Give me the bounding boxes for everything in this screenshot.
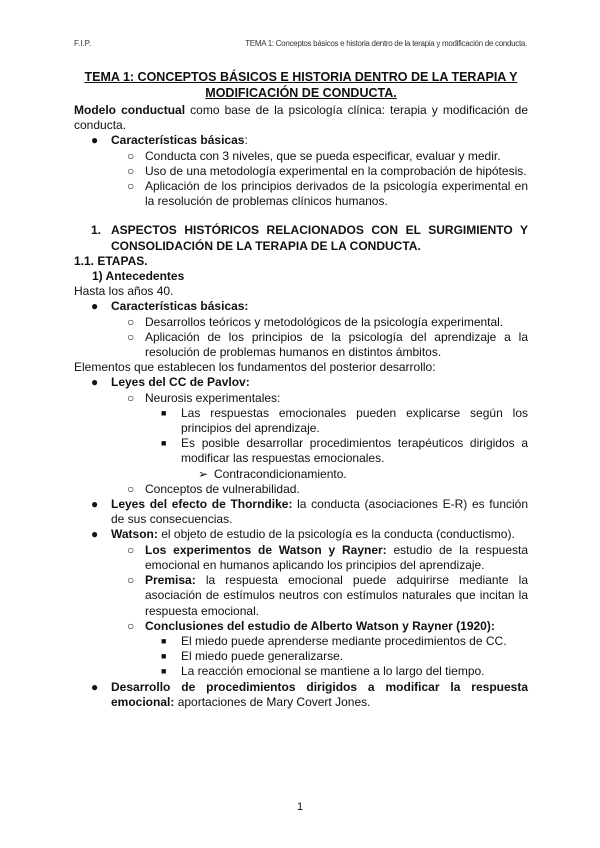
desarrollo-label: Desarrollo de procedimientos dirigidos a modificar la respuesta emocional: [111, 679, 528, 709]
page-title: TEMA 1: CONCEPTOS BÁSICOS E HISTORIA DENTRO DE LA TERAPIA Y MODIFICACIÓN DE CONDUCTA. [84, 70, 518, 100]
document-body [74, 70, 528, 710]
list-item [74, 543, 528, 573]
list-item [74, 649, 528, 664]
thorndike-label: Leyes del efecto de Thorndike: [111, 497, 293, 512]
bullet-icon: ● [91, 527, 99, 542]
circle-bullet-icon: ○ [127, 314, 135, 329]
bullet-icon: ● [91, 133, 99, 148]
circle-bullet-icon: ○ [127, 163, 135, 178]
list-item [74, 149, 528, 164]
list-item [74, 391, 528, 406]
list-item [74, 436, 528, 466]
list-item [74, 164, 528, 179]
antecedentes-period: Hasta los años 40. [74, 284, 174, 299]
list-item [74, 497, 528, 527]
list-item [74, 315, 528, 330]
list-item [74, 330, 528, 360]
circle-bullet-icon: ○ [127, 179, 135, 194]
intro-rest: como base de la psicología clínica: terapia y modificación de conducta. [74, 103, 528, 133]
circle-bullet-icon: ○ [127, 148, 135, 163]
list-item [74, 299, 528, 314]
list-item [74, 406, 528, 436]
pavlov-label: Leyes del CC de Pavlov: [111, 375, 250, 390]
list-item-text: Desarrollos teóricos y metodológicos de la psicología experimental. [145, 314, 504, 329]
intro-paragraph [74, 103, 528, 133]
circle-bullet-icon: ○ [127, 542, 135, 557]
bullet-icon: ● [91, 375, 99, 390]
bullet-icon: ● [91, 497, 99, 512]
list-item [74, 619, 528, 634]
list-item-text: la conducta (asociaciones E-R) es función de sus consecuencias. [111, 497, 529, 527]
list-item-text: la respuesta emocional puede adquirirse mediante la asociación de estímulos neutros con estímulos naturales que incitan la respuesta emocional. [145, 573, 528, 618]
arrow-bullet-icon: ➢ [198, 466, 209, 481]
list-item [74, 133, 528, 148]
premisa-label: Premisa: [145, 573, 196, 588]
caract2-label: Características básicas: [111, 299, 249, 314]
list-item-text: el objeto de estudio de la psicología es la conducta (conductismo). [157, 527, 515, 542]
list-item-text: Aplicación de los principios derivados de la psicología experimental en la resolución de problemas clínicos humanos. [145, 179, 528, 209]
list-item-text: estudio de la respuesta emocional en humanos aplicando los principios del aprendizaje. [145, 542, 528, 572]
list-item [74, 467, 528, 482]
elementos-paragraph: Elementos que establecen los fundamentos del posterior desarrollo: [74, 360, 436, 375]
square-bullet-icon: ■ [161, 651, 167, 662]
list-item [74, 375, 528, 390]
list-item-text: Es posible desarrollar procedimientos terapéuticos dirigidos a modificar las respuestas emocionales. [181, 436, 528, 466]
list-item-text: La reacción emocional se mantiene a lo largo del tiempo. [181, 664, 485, 679]
list-item-text: Neurosis experimentales: [145, 390, 281, 405]
list-item [74, 482, 528, 497]
square-bullet-icon: ■ [161, 635, 167, 646]
header-left: F.I.P. [74, 39, 92, 48]
list-item-text: Contracondicionamiento. [214, 466, 347, 481]
list-item-text: Conceptos de vulnerabilidad. [145, 481, 300, 496]
list-item [74, 179, 528, 209]
square-bullet-icon: ■ [161, 407, 167, 418]
list-item [74, 634, 528, 649]
section-heading [74, 223, 528, 253]
list-item-text: Uso de una metodología experimental en la comprobación de hipótesis. [145, 163, 527, 178]
circle-bullet-icon: ○ [127, 573, 135, 588]
bullet-icon: ● [91, 299, 99, 314]
antecedentes-heading: 1) Antecedentes [92, 269, 185, 284]
bullet-icon: ● [91, 679, 99, 694]
caract1-label: Características básicas [111, 133, 245, 148]
watson-label: Watson: [111, 527, 158, 542]
list-item-text: Conducta con 3 niveles, que se pueda especificar, evaluar y medir. [145, 148, 501, 163]
circle-bullet-icon: ○ [127, 481, 135, 496]
subsection-heading: 1.1. ETAPAS. [74, 253, 148, 268]
section-number: 1. [91, 223, 102, 238]
list-item-text: aportaciones de Mary Covert Jones. [174, 694, 371, 709]
circle-bullet-icon: ○ [127, 618, 135, 633]
square-bullet-icon: ■ [161, 438, 167, 449]
list-item [74, 527, 528, 542]
list-item-text: Aplicación de los principios de la psicología del aprendizaje a la resolución de problemas humanos en distintos ámbitos. [145, 329, 528, 360]
list-item [74, 664, 528, 679]
list-item-text: El miedo puede generalizarse. [181, 649, 344, 664]
square-bullet-icon: ■ [161, 666, 167, 677]
page-number: 1 [296, 801, 304, 813]
list-item [74, 680, 528, 710]
list-item-text: El miedo puede aprenderse mediante procedimientos de CC. [181, 633, 507, 648]
caract1-colon: : [244, 133, 248, 148]
list-item-text: Las respuestas emocionales pueden explicarse según los principios del aprendizaje. [181, 405, 528, 436]
experimentos-label: Los experimentos de Watson y Rayner: [145, 542, 387, 557]
intro-bold: Modelo conductual [74, 103, 186, 117]
circle-bullet-icon: ○ [127, 390, 135, 405]
circle-bullet-icon: ○ [127, 329, 135, 344]
section-title: ASPECTOS HISTÓRICOS RELACIONADOS CON EL SURGIMIENTO Y CONSOLIDACIÓN DE LA TERAPIA DE LA CONDUCTA. [111, 223, 528, 253]
conclusiones-label: Conclusiones del estudio de Alberto Watson y Rayner (1920): [145, 618, 495, 633]
header-right: TEMA 1: Conceptos básicos e historia dentro de la terapia y modificación de conducta. [245, 39, 527, 48]
list-item [74, 573, 528, 619]
